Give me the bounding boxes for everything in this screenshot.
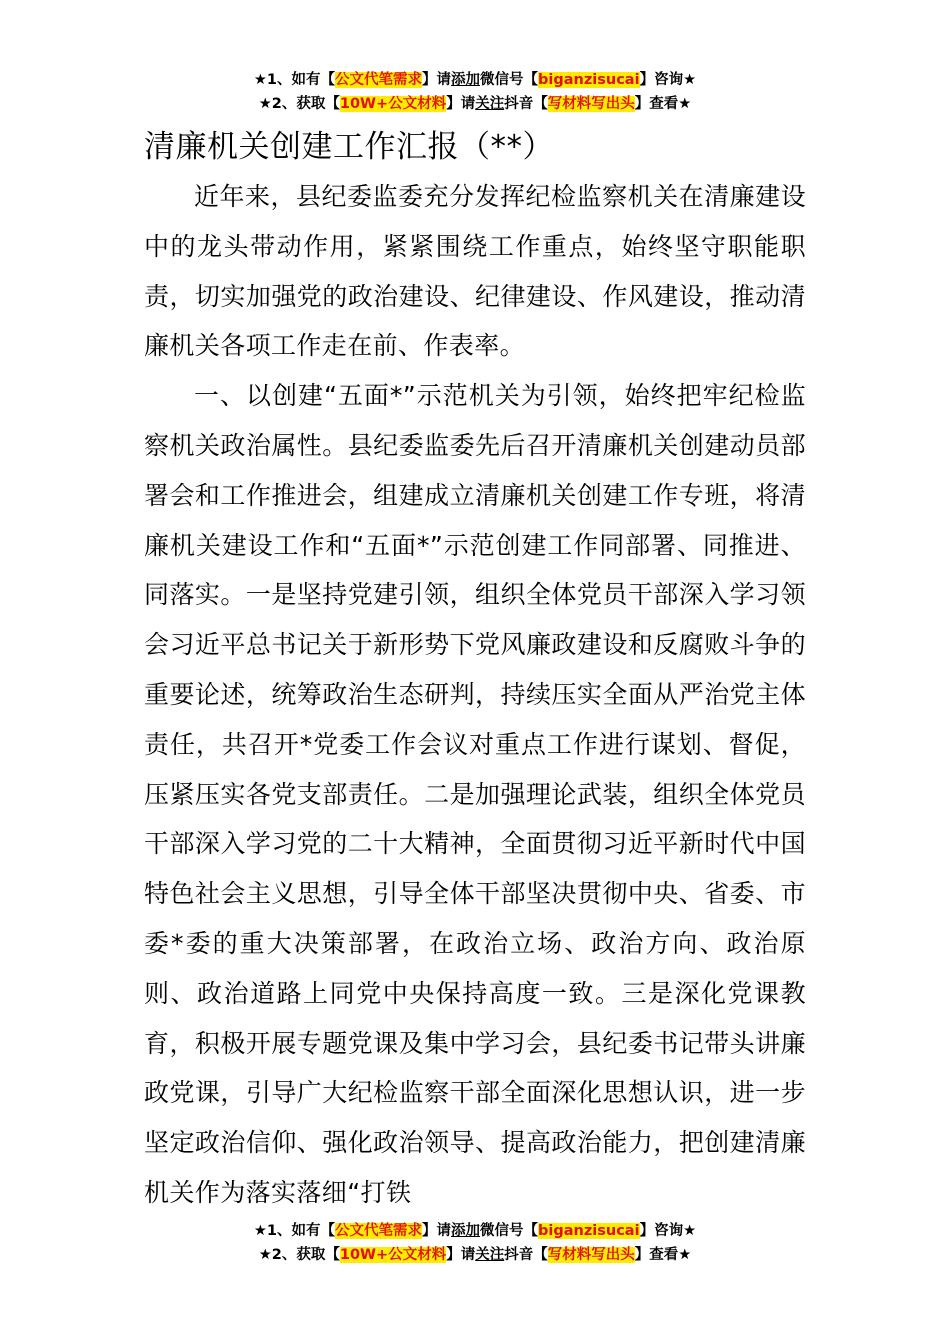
top-banner bbox=[0, 68, 950, 116]
banner-text: 】请 bbox=[422, 72, 452, 88]
banner-highlight: 公文代笔需求 bbox=[335, 1223, 423, 1239]
banner-text: 微信号【 bbox=[480, 72, 539, 88]
banner-text: 1、如有【 bbox=[266, 72, 336, 88]
star-icon: ★ bbox=[253, 72, 267, 88]
bottom-banner bbox=[0, 1219, 950, 1267]
banner-text: 】查看★ bbox=[634, 96, 692, 112]
banner-text: 】请 bbox=[446, 96, 476, 112]
banner-text: 】请 bbox=[422, 1223, 452, 1239]
banner-text: 】查看★ bbox=[634, 1247, 692, 1263]
banner-text: 】请 bbox=[446, 1247, 476, 1263]
banner-text: 】咨询★ bbox=[639, 72, 697, 88]
banner-underline: 关注 bbox=[475, 96, 505, 112]
banner-line-2 bbox=[0, 1243, 950, 1267]
banner-highlight: 10W+公文材料 bbox=[339, 96, 447, 112]
banner-highlight: biganzisucai bbox=[538, 1223, 640, 1239]
document-body bbox=[144, 122, 806, 1218]
banner-text: 】咨询★ bbox=[639, 1223, 697, 1239]
banner-text: 抖音【 bbox=[504, 1247, 548, 1263]
banner-underline: 添加 bbox=[451, 1223, 481, 1239]
banner-underline: 关注 bbox=[475, 1247, 505, 1263]
banner-underline: 添加 bbox=[451, 72, 481, 88]
star-icon: ★ bbox=[258, 1247, 272, 1263]
banner-highlight: biganzisucai bbox=[538, 72, 640, 88]
star-icon: ★ bbox=[253, 1223, 267, 1239]
banner-highlight: 10W+公文材料 bbox=[339, 1247, 447, 1263]
banner-text: 2、获取【 bbox=[271, 96, 340, 112]
banner-text: 抖音【 bbox=[504, 96, 548, 112]
banner-line-1 bbox=[0, 68, 950, 92]
banner-text: 微信号【 bbox=[480, 1223, 539, 1239]
banner-line-2 bbox=[0, 92, 950, 116]
star-icon: ★ bbox=[258, 96, 272, 112]
banner-text: 1、如有【 bbox=[266, 1223, 336, 1239]
banner-line-1 bbox=[0, 1219, 950, 1243]
paragraph-intro: 近年来，县纪委监委充分发挥纪检监察机关在清廉建设中的龙头带动作用，紧紧围绕工作重点，始终坚守职能职责，切实加强党的政治建设、纪律建设、作风建设，推动清廉机关各项工作走在前、作表率。 bbox=[144, 182, 806, 361]
paragraph-section-1: 一、以创建“五面*”示范机关为引领，始终把牢纪检监察机关政治属性。县纪委监委先后召开清廉机关创建动员部署会和工作推进会，组建成立清廉机关创建工作专班，将清廉机关建设工作和“五面*”示范创建工作同部署、同推进、同落实。一是坚持党建引领，组织全体党员干部深入学习领会习近平总书记关于新形势下党风廉政建设和反腐败斗争的重要论述，统筹政治生态研判，持续压实全面从严治党主体责任，共召开*党委工作会议对重点工作进行谋划、督促，压紧压实各党支部责任。二是加强理论武装，组织全体党员干部深入学习党的二十大精神，全面贯彻习近平新时代中国特色社会主义思想，引导全体干部坚决贯彻中央、省委、市委*委的重大决策部署，在政治立场、政治方向、政治原则、政治道路上同党中央保持高度一致。三是深化党课教育，积极开展专题党课及集中学习会，县纪委书记带头讲廉政党课，引导广大纪检监察干部全面深化思想认识，进一步坚定政治信仰、强化政治领导、提高政治能力，把创建清廉机关作为落实落细“打铁 bbox=[144, 381, 806, 1207]
banner-highlight: 写材料写出头 bbox=[547, 96, 635, 112]
banner-highlight: 公文代笔需求 bbox=[335, 72, 423, 88]
banner-highlight: 写材料写出头 bbox=[547, 1247, 635, 1263]
document-title: 清廉机关创建工作汇报（**） bbox=[144, 129, 554, 165]
banner-text: 2、获取【 bbox=[271, 1247, 340, 1263]
